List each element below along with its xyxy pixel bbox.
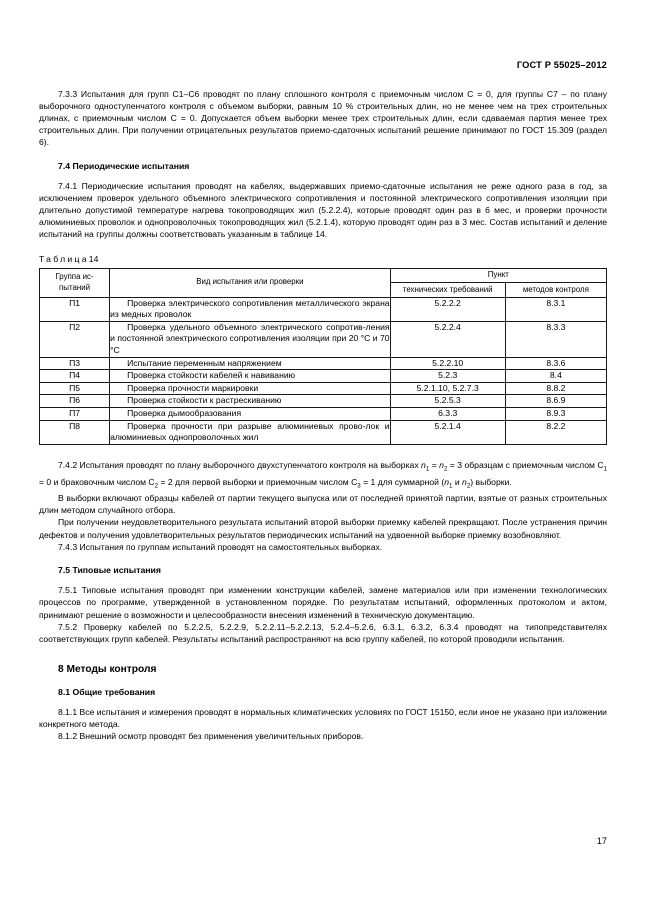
cell-methods: 8.2.2 <box>505 420 606 444</box>
cell-tech: 5.2.5.3 <box>390 395 505 408</box>
spacer <box>39 676 607 686</box>
table-row <box>40 382 607 395</box>
page-header-standard: ГОСТ Р 55025–2012 <box>516 60 607 70</box>
table-row <box>40 321 607 357</box>
table-body <box>40 297 607 444</box>
heading-7-5: 7.5 Типовые испытания <box>58 565 161 576</box>
spacer <box>39 576 607 584</box>
spacer <box>39 553 607 565</box>
cell-tech: 5.2.3 <box>390 370 505 383</box>
header-group-line1: Группа ис- <box>55 272 94 282</box>
p742-mid3: = 2 для первой выборки и приемочным числом С <box>158 476 358 487</box>
cell-group: П3 <box>40 357 110 370</box>
table-row <box>40 370 607 383</box>
p742-mid4: = 1 для суммарной ( <box>360 476 445 487</box>
paragraph-7-5-1: 7.5.1 Типовые испытания проводят при изменении конструкции кабелей, замене материалов или при изменении технологических процессов по программе, утвержденной в установленном порядке. По результатам испытаний, оформленных протоколом и актом, принимают решение о возможности и целесообразности внесения изменений в техническую документацию. <box>39 585 607 620</box>
header-group <box>40 268 110 297</box>
page-content <box>39 88 607 742</box>
spacer <box>39 645 607 663</box>
cell-kind: Проверка стойкости к растрескиванию <box>110 395 390 408</box>
table-row <box>40 395 607 408</box>
header-tech-requirements: технических требований <box>390 283 505 298</box>
table-caption-word: Таблица <box>39 253 89 264</box>
spacer <box>39 698 607 706</box>
p742-end: ) выборки. <box>470 476 512 487</box>
cell-methods: 8.9.3 <box>505 408 606 421</box>
cell-kind: Проверка дымообразования <box>110 408 390 421</box>
cell-kind: Проверка прочности при разрыве алюминиевых прово-лок и алюминиевых однопроволочных жил <box>110 420 390 444</box>
header-punkt: Пункт <box>390 268 606 283</box>
cell-group: П5 <box>40 382 110 395</box>
cell-tech: 5.2.1.4 <box>390 420 505 444</box>
paragraph-7-5-2: 7.5.2 Проверку кабелей по 5.2.2.5, 5.2.2.9, 5.2.2.11–5.2.2.13, 5.2.4–5.2.6, 6.3.1, 6.3.2, 6.3.4 проводят на типопредставителях соответствующих групп кабелей. Результаты испытаний распространяют на всю группу кабелей, по которой проводили испытания. <box>39 621 607 644</box>
table-row <box>40 408 607 421</box>
cell-tech: 5.2.2.10 <box>390 357 505 370</box>
table-14 <box>39 268 607 445</box>
table-caption <box>39 253 607 265</box>
p742-mid1: = 3 образцам с приемочным числом С <box>447 459 604 470</box>
spacer <box>39 148 607 160</box>
cell-group: П2 <box>40 321 110 357</box>
cell-methods: 8.3.6 <box>505 357 606 370</box>
header-group-line2: пытаний <box>59 282 91 292</box>
cell-group: П6 <box>40 395 110 408</box>
p742-mid2: = 0 и браковочным числом С <box>39 476 155 487</box>
cell-tech: 5.2.1.10, 5.2.7.3 <box>390 382 505 395</box>
cell-kind: Проверка удельного объемного электрического сопротив-ления и постоянной электрического сопротивления изоляции при 20 °С и 70 °С <box>110 321 390 357</box>
heading-8-1: 8.1 Общие требования <box>58 686 156 697</box>
spacer <box>39 172 607 180</box>
cell-methods: 8.3.1 <box>505 297 606 321</box>
cell-kind: Испытание переменным напряжением <box>110 357 390 370</box>
paragraph-8-1-1: 8.1.1 Все испытания и измерения проводят в нормальных климатических условиях по ГОСТ 15150, если иное не указано при изложении конкретного метода. <box>39 706 607 729</box>
table-caption-number: 14 <box>88 253 99 264</box>
paragraph-7-4-2-fail: При получении неудовлетворительного результата испытаний второй выборки приемку кабелей прекращают. После устранения причин дефектов и получения удовлетворительных результатов периодических испытаний на удвоенной выборке приемку возобновляют. <box>39 517 607 540</box>
table-head <box>40 268 607 297</box>
paragraph-8-1-2: 8.1.2 Внешний осмотр проводят без применения увеличительных приборов. <box>58 730 364 741</box>
table-row <box>40 420 607 444</box>
header-control-methods: методов контроля <box>505 283 606 298</box>
table-header-row-1 <box>40 268 607 283</box>
header-kind: Вид испытания или проверки <box>110 268 390 297</box>
cell-tech: 5.2.2.4 <box>390 321 505 357</box>
cell-methods: 8.8.2 <box>505 382 606 395</box>
table-row <box>40 297 607 321</box>
cell-tech: 5.2.2.2 <box>390 297 505 321</box>
cell-kind: Проверка электрического сопротивления металлического экрана из медных проволок <box>110 297 390 321</box>
cell-kind: Проверка стойкости кабелей к навиванию <box>110 370 390 383</box>
heading-7-4: 7.4 Периодические испытания <box>58 161 190 172</box>
cell-group: П4 <box>40 370 110 383</box>
paragraph-7-4-2: 7.4.2 Испытания проводят по плану выборочного двухступенчатого контроля на выборках $n_1 = n_2 = 3$ образцам с приемочным числом $С_1 = 0$ и браковочным числом $С_2 = 2$ для первой выборки и приемочным числом $С_3 = 1$ для суммарной ($n_1$ и $n_2$) выборки. <box>39 459 608 490</box>
p742-pre: 7.4.2 Испытания проводят по плану выборочного двухступенчатого контроля на выборках <box>58 459 422 470</box>
cell-methods: 8.6.9 <box>505 395 606 408</box>
paragraph-7-4-3: 7.4.3 Испытания по группам испытаний проводят на самостоятельных выборках. <box>58 541 383 552</box>
cell-tech: 6.3.3 <box>390 408 505 421</box>
cell-methods: 8.4 <box>505 370 606 383</box>
paragraph-7-4-1: 7.4.1 Периодические испытания проводят на кабелях, выдержавших приемо-сдаточные испытания не реже одного раза в год, за исключением проверок удельного объемного электрического сопротивления и постоянной электрического сопротивления изоляции при длительно допустимой температуре нагрева токопроводящих жил (5.2.2.4), которые проводят один раз в 6 мес, и проверки прочности алюминиевых проволок и однопроволочных токопроводящих жил (5.2.1.4), которую проводят один раз в 3 мес. Состав испытаний и деление испытаний на группы должны соответствовать указанным в таблице 14. <box>39 181 607 240</box>
paragraph-7-3-3: 7.3.3 Испытания для групп С1–С6 проводят по плану сплошного контроля с приемочным числом С = 0, для группы С7 – по плану выборочного одноступенчатого контроля с объемом выборки, равным 10 % строительных длин, но не менее чем на трех строительных длинах, с приемочным числом С = 0. Допускается объем выборки менее трех строительных длин, если сдаваемая партия менее трех строительных длин. При получении отрицательных результатов приемо-сдаточных испытаний решение принимают по ГОСТ 15.309 (раздел 6). <box>39 89 607 148</box>
cell-group: П7 <box>40 408 110 421</box>
table-row <box>40 357 607 370</box>
spacer <box>39 445 607 459</box>
cell-kind: Проверка прочности маркировки <box>110 382 390 395</box>
paragraph-7-4-2-sample: В выборки включают образцы кабелей от партии текущего выпуска или от последней принятой партии, взятые от разных строительных длин методом случайного отбора. <box>39 493 607 516</box>
cell-group: П1 <box>40 297 110 321</box>
page-number: 17 <box>596 836 607 846</box>
cell-methods: 8.3.3 <box>505 321 606 357</box>
cell-group: П8 <box>40 420 110 444</box>
heading-8: 8 Методы контроля <box>58 663 157 675</box>
